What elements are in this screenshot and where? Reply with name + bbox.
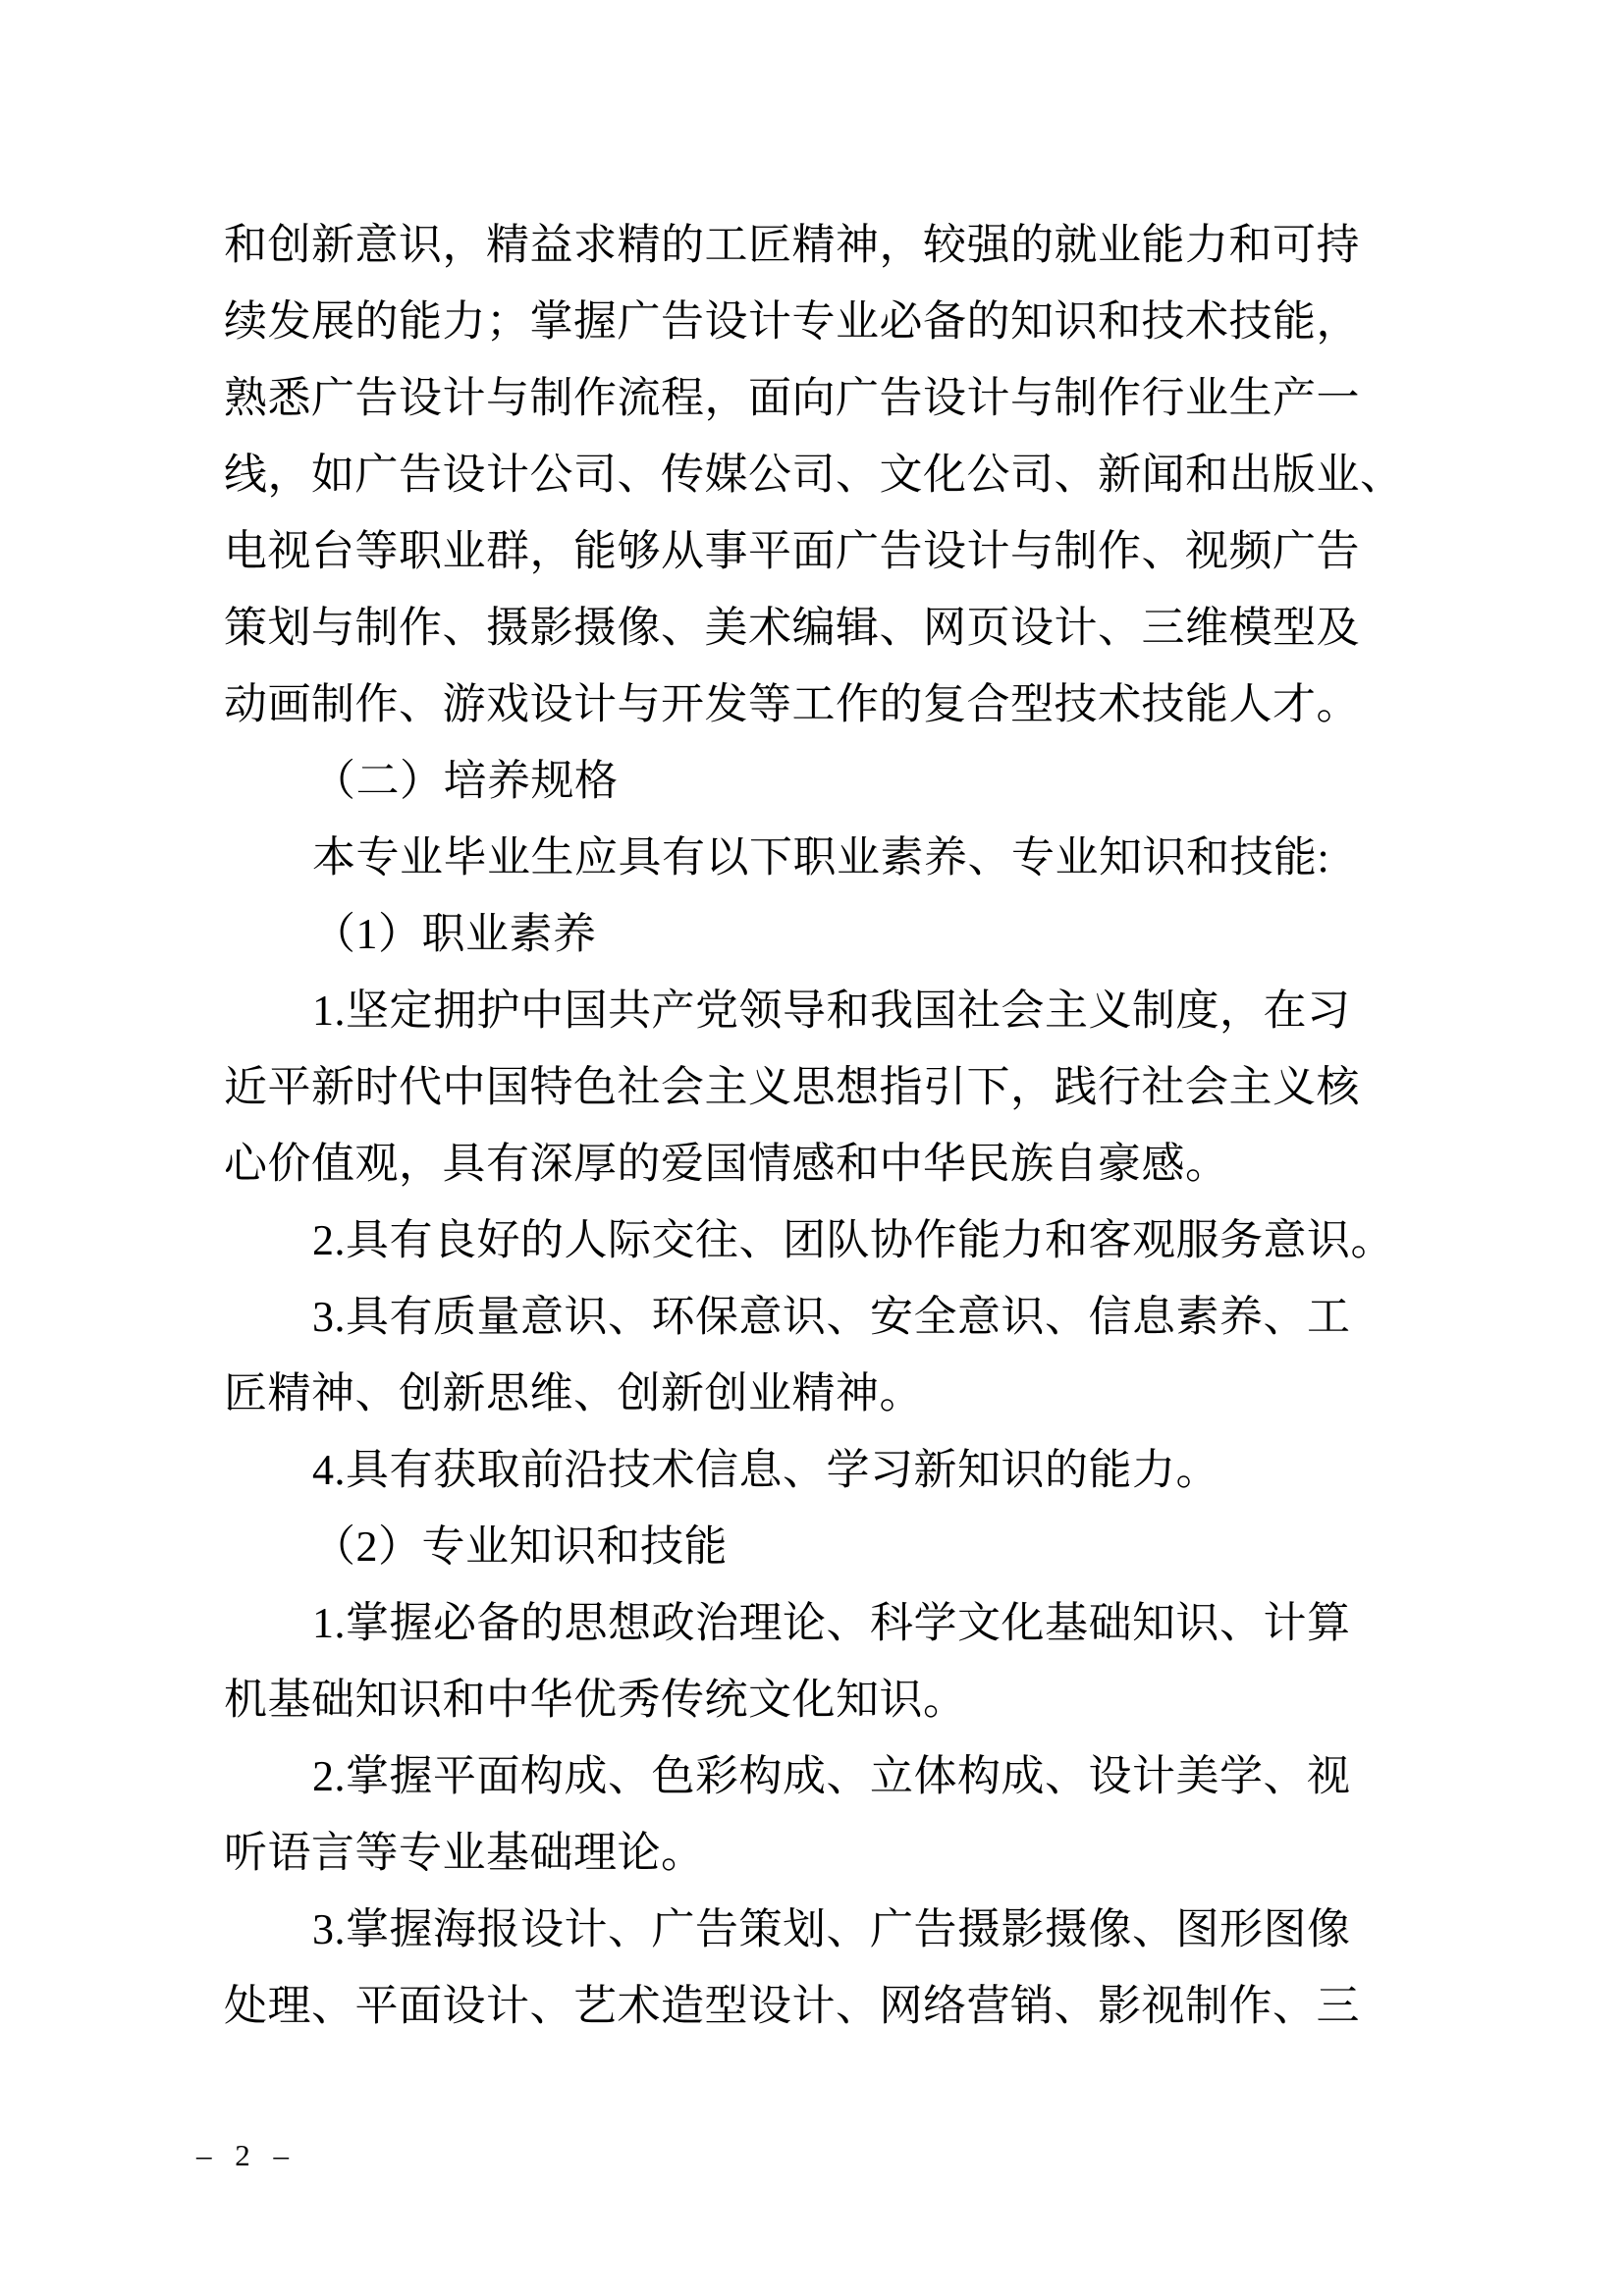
- text-line-15: 3.具有质量意识、环保意识、安全意识、信息素养、工: [312, 1293, 1351, 1341]
- text-line-01: 和创新意识，精益求精的工匠精神，较强的就业能力和可持: [224, 221, 1360, 269]
- text-line-12: 近平新时代中国特色社会主义思想指引下，践行社会主义核: [224, 1063, 1360, 1111]
- text-line-24: 处理、平面设计、艺术造型设计、网络营销、影视制作、三: [224, 1982, 1360, 2030]
- text-line-14: 2.具有良好的人际交往、团队协作能力和客观服务意识。: [312, 1216, 1394, 1264]
- text-line-02: 续发展的能力；掌握广告设计专业必备的知识和技术技能，: [224, 297, 1360, 346]
- text-line-04: 线，如广告设计公司、传媒公司、文化公司、新闻和出版业、: [224, 451, 1404, 499]
- text-line-11: 1.坚定拥护中国共产党领导和我国社会主义制度，在习: [312, 987, 1351, 1035]
- section-heading-2: （二）培养规格: [312, 757, 619, 805]
- text-line-03: 熟悉广告设计与制作流程，面向广告设计与制作行业生产一: [224, 374, 1360, 422]
- text-line-06: 策划与制作、摄影摄像、美术编辑、网页设计、三维模型及: [224, 604, 1360, 652]
- subsection-heading-2: （2）专业知识和技能: [312, 1522, 728, 1571]
- text-line-19: 1.掌握必备的思想政治理论、科学文化基础知识、计算: [312, 1599, 1351, 1647]
- text-line-21: 2.掌握平面构成、色彩构成、立体构成、设计美学、视: [312, 1752, 1351, 1800]
- subsection-heading-1: （1）职业素养: [312, 910, 597, 958]
- text-line-09: 本专业毕业生应具有以下职业素养、专业知识和技能:: [312, 833, 1330, 881]
- text-line-22: 听语言等专业基础理论。: [224, 1829, 705, 1877]
- text-line-23: 3.掌握海报设计、广告策划、广告摄影摄像、图形图像: [312, 1905, 1351, 1953]
- text-line-05: 电视台等职业群，能够从事平面广告设计与制作、视频广告: [224, 527, 1360, 575]
- text-line-07: 动画制作、游戏设计与开发等工作的复合型技术技能人才。: [224, 680, 1360, 728]
- text-line-20: 机基础知识和中华优秀传统文化知识。: [224, 1676, 967, 1724]
- text-line-16: 匠精神、创新思维、创新创业精神。: [224, 1369, 923, 1417]
- text-line-17: 4.具有获取前沿技术信息、学习新知识的能力。: [312, 1446, 1219, 1494]
- text-line-13: 心价值观，具有深厚的爱国情感和中华民族自豪感。: [224, 1140, 1229, 1188]
- document-text-block: [224, 207, 1404, 2045]
- page-number: – 2 –: [196, 2138, 292, 2172]
